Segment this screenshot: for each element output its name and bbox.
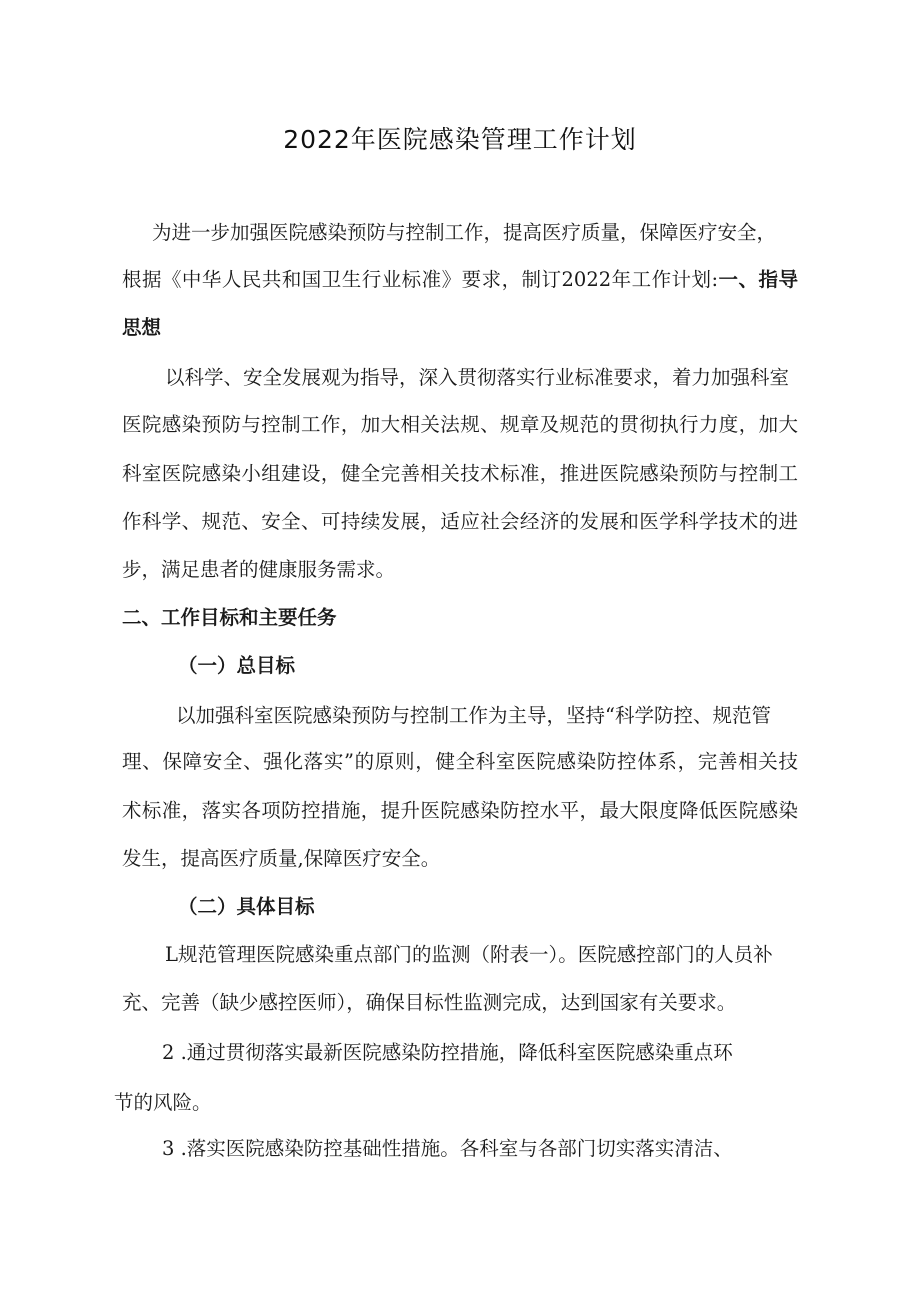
section-1-line-4: 作科学、规范、安全、可持续发展，适应社会经济的发展和医学科学技术的进 (122, 510, 798, 533)
item-2-line-2: 节的风险。 (114, 1091, 212, 1114)
subsection-1-line-3: 术标准，落实各项防控措施，提升医院感染防控水平，最大限度降低医院感染 (122, 799, 798, 822)
subsection-2-heading: （二）具体目标 (178, 895, 315, 918)
section-1-line-5: 步，满足患者的健康服务需求。 (122, 558, 396, 581)
page-title: 2022年医院感染管理工作计划 (283, 125, 637, 154)
subsection-1-heading: （一）总目标 (178, 654, 296, 677)
intro-line-2-text: 根据《中华人民共和国卫生行业标准》要求，制订2022年工作计划: (122, 268, 719, 291)
section-2-heading: 二、工作目标和主要任务 (122, 606, 337, 629)
subsection-1-line-1: 以加强科室医院感染预防与控制工作为主导，坚持“科学防控、规范管 (176, 704, 771, 727)
intro-line-1: 为进一步加强医院感染预防与控制工作，提高医疗质量，保障医疗安全， (152, 221, 777, 244)
section-1-line-2: 医院感染预防与控制工作，加大相关法规、规章及规范的贯彻执行力度，加大 (122, 413, 798, 436)
section-1-line-3: 科室医院感染小组建设，健全完善相关技术标准，推进医院感染预防与控制工 (122, 462, 798, 485)
item-2-line-1: 2 .通过贯彻落实最新医院感染防控措施，降低科室医院感染重点环 (162, 1041, 733, 1064)
section-1-line-1: 以科学、安全发展观为指导，深入贯彻落实行业标准要求，着力加强科室 (165, 366, 790, 389)
section-1-heading-part2: 思想 (122, 316, 162, 339)
subsection-1-line-2: 理、保障安全、强化落实”的原则，健全科室医院感染防控体系，完善相关技 (122, 750, 798, 773)
subsection-1-line-4: 发生，提高医疗质量,保障医疗安全。 (122, 847, 441, 870)
item-1-line-2: 充、完善（缺少感控医师），确保目标性监测完成，达到国家有关要求。 (122, 991, 737, 1014)
item-1-line-1: L规范管理医院感染重点部门的监测（附表一）。医院感控部门的人员补 (165, 943, 773, 966)
section-1-heading-part1: 一、指导 (718, 268, 798, 291)
item-3-line-1: 3 .落实医院感染防控基础性措施。各科室与各部门切实落实清洁、 (162, 1137, 733, 1160)
intro-line-2 (122, 267, 798, 293)
